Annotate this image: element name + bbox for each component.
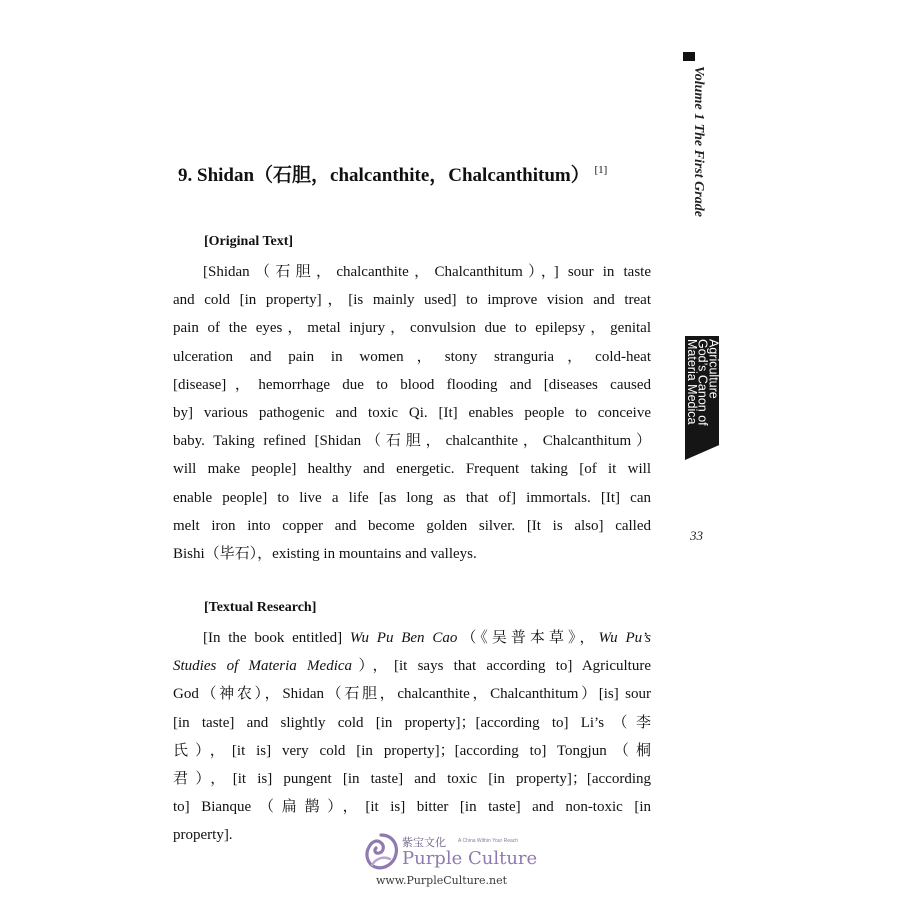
book-title-italic: Wu Pu Ben Cao (349, 630, 458, 646)
book-title-italic: Studies of Materia Medica (173, 658, 353, 675)
text-line: 君），[it is] pungent [in taste] and toxic [in property]；[according (173, 770, 651, 787)
text-span: （《吴普本草》， (457, 630, 599, 646)
text-line (173, 652, 651, 680)
text-line: will make people] healthy and energetic. Frequent taking [of it will (173, 461, 651, 478)
text-line: by] various pathogenic and toxic Qi. [It] enables people to conceive (173, 404, 651, 421)
footnote-marker: [1] (594, 164, 608, 176)
page-number: 33 (690, 528, 703, 543)
text-line: property]. (173, 827, 233, 844)
watermark-url: www.PurpleCulture.net (376, 874, 508, 887)
text-line: God（神农），Shidan（石胆，chalcanthite，Chalcanthitum）[is] sour (173, 686, 651, 703)
text-line: 氏），[it is] very cold [in property]；[according to] Tongjun（桐 (173, 742, 651, 759)
text-line: baby. Taking refined [Shidan（石胆，chalcanthite，Chalcanthitum） (173, 433, 651, 450)
text-line: Bishi（毕石），existing in mountains and valleys. (173, 545, 477, 562)
text-span: ），[it says that according to] Agriculture (352, 658, 651, 675)
text-line: [disease]，hemorrhage due to blood flooding and [diseases caused (173, 376, 651, 393)
original-text-paragraph (173, 258, 651, 568)
watermark (362, 832, 552, 892)
running-header: Volume 1 The First Grade (691, 66, 706, 217)
text-line: ulceration and pain in women，stony stranguria，cold-heat (173, 348, 651, 365)
textual-research-paragraph (173, 624, 651, 850)
text-line: melt iron into copper and become golden silver. [It is also] called (173, 517, 651, 534)
header-block-mark (683, 52, 695, 61)
side-tab-line: God’s Canon of (695, 339, 710, 426)
entry-title (178, 160, 607, 187)
text-line: and cold [in property]，[is mainly used] to improve vision and treat (173, 292, 651, 309)
text-line: to] Bianque（扁鹊），[it is] bitter [in taste] and non-toxic [in (173, 799, 651, 816)
text-line: enable people] to live a life [as long as that of] immortals. [It] can (173, 489, 651, 506)
watermark-brand: Purple Culture (402, 848, 538, 869)
watermark-tagline: A China Within Your Reach (458, 838, 519, 844)
side-tab-label (684, 339, 721, 426)
original-text-heading: [Original Text] (204, 234, 294, 249)
text-line: [in taste] and slightly cold [in property]；[according to] Li’s（李 (173, 714, 651, 731)
book-title-italic: Wu Pu’s (598, 630, 652, 646)
purple-culture-logo-icon (362, 832, 400, 872)
entry-title-text: 9. Shidan（石胆，chalcanthite，Chalcanthitum） (178, 165, 590, 186)
side-tab-line: Agriculture (706, 339, 721, 399)
text-line: [Shidan（石胆，chalcanthite，Chalcanthitum），] sour in taste (203, 264, 651, 280)
textual-research-heading: [Textual Research] (204, 600, 317, 615)
text-line (173, 624, 651, 652)
text-span: [In the book entitled] (203, 630, 350, 646)
side-tab-line: Materia Medica (684, 339, 699, 425)
text-line: pain of the eyes，metal injury，convulsion due to epilepsy，genital (173, 320, 651, 337)
watermark-chinese: 紫宝文化 (402, 836, 446, 849)
